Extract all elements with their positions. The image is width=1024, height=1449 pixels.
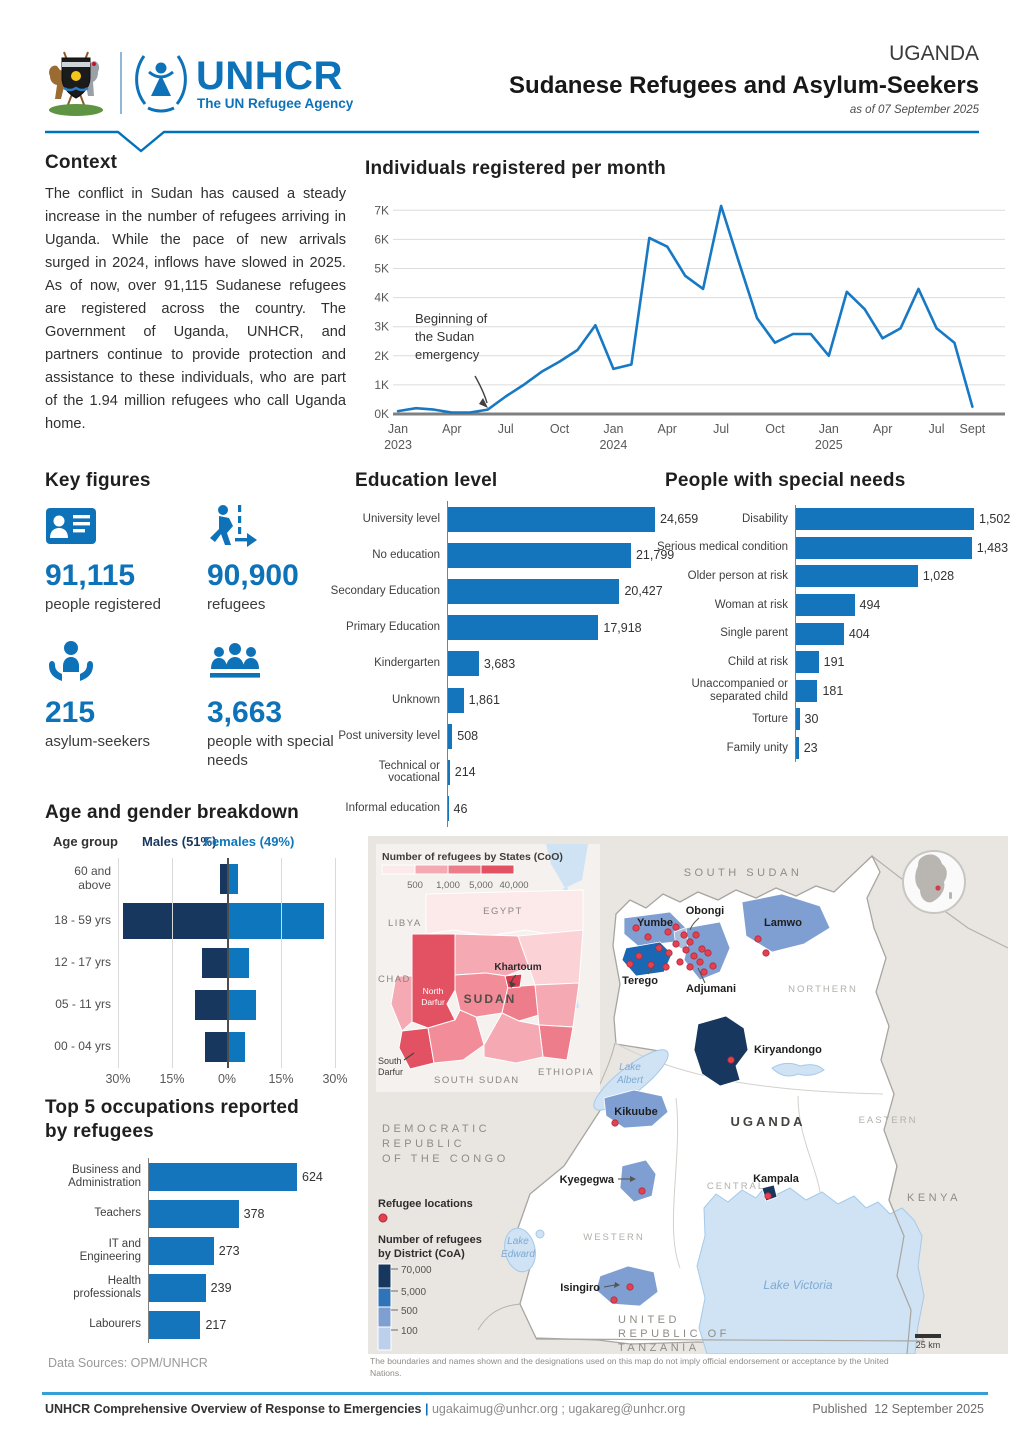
pyramid-axis-tick: 30% — [322, 1072, 348, 1086]
inset-label-egypt: EGYPT — [483, 906, 523, 917]
inset-label-chad: CHAD — [378, 974, 411, 985]
pyramid-axis — [45, 1070, 355, 1090]
special-needs-chart-title: People with special needs — [665, 470, 906, 491]
pyramid-male-bar — [195, 990, 227, 1020]
label-adjumani: Adjumani — [685, 983, 737, 995]
bar-row — [45, 1232, 375, 1269]
id-card-icon — [45, 535, 97, 552]
bar-category-label: University level — [362, 512, 440, 525]
pyramid-gridline — [335, 858, 336, 1068]
people-group-icon — [207, 672, 263, 689]
district-legend-tick-1: 70,000 — [401, 1265, 432, 1276]
label-kenya: KENYA — [907, 1192, 961, 1204]
map-scale-bar — [915, 1334, 941, 1338]
bar-value: 3,683 — [483, 656, 516, 671]
uganda-coat-of-arms — [42, 46, 110, 120]
x-axis-tick: Jan — [818, 422, 839, 436]
bar-track — [148, 1195, 375, 1232]
y-axis-tick: 5K — [374, 261, 389, 276]
x-axis-tick: Jul — [928, 422, 945, 436]
x-axis-tick: Jan — [603, 422, 624, 436]
bar-category-label: Serious medical condition — [656, 541, 788, 554]
inset-label-south-sudan: SOUTH SUDAN — [434, 1075, 520, 1086]
bar-row — [655, 619, 1020, 648]
key-figure-label: refugees — [207, 596, 266, 613]
pyramid-females-legend: Females (49%) — [204, 834, 295, 849]
bar — [149, 1163, 297, 1191]
pyramid-males-legend: Males (51%) — [142, 834, 217, 849]
bar-category-label: IT and Engineering — [79, 1237, 141, 1263]
refugee-location-legend-dot — [379, 1214, 387, 1222]
bar-value: 239 — [210, 1280, 232, 1295]
bar-value: 1,861 — [468, 693, 500, 708]
y-axis-tick: 2K — [374, 348, 389, 363]
pyramid-age-label: 60 and above — [74, 864, 111, 892]
bar-track — [795, 705, 1020, 734]
inset-legend-tick-1: 500 — [407, 880, 423, 891]
key-figure-value: 215 — [45, 695, 96, 729]
inset-label-north-darfur-2: Darfur — [421, 997, 445, 1007]
x-axis-tick: Jul — [713, 422, 730, 436]
label-lamwo: Lamwo — [764, 917, 802, 929]
hands-holding-person-icon — [45, 672, 97, 689]
bar-category-label: Unknown — [392, 693, 440, 706]
person-running-icon — [207, 535, 259, 552]
bar-row — [325, 501, 700, 537]
bar-row — [45, 1306, 375, 1343]
key-figures-heading: Key figures — [45, 470, 151, 491]
inset-label-khartoum: Khartoum — [494, 962, 542, 973]
label-yumbe: Yumbe — [636, 917, 674, 929]
pyramid-gridline — [281, 858, 282, 1068]
key-figure-value: 3,663 — [207, 695, 283, 729]
logo-tagline: The UN Refugee Agency — [197, 96, 354, 111]
bar-value: 494 — [859, 598, 881, 613]
bar-track — [795, 619, 1020, 648]
context-body: The conflict in Sudan has caused a steady increase in the number of refugees arriving in Uganda. While the pace of new arrivals surged in 2024, inflows have slowed in 2025. As of now, over 91,115 Sudanese refugees are registered across the country. The Government of Uganda, UNHCR, and partners continue to provide protection and assistance to these individuals, who are part of the 1.94 million refugees who call Uganda home. — [45, 186, 346, 433]
x-axis-tick: Oct — [765, 422, 785, 436]
bar-category-label: Unaccompanied or separated child — [691, 677, 788, 703]
map-footnote-line1: The boundaries and names shown and the designations used on this map do not imply official endorsement or acceptance by the United — [370, 1356, 889, 1366]
bar-value: 624 — [302, 1169, 323, 1184]
bar-category-label: Post university level — [338, 729, 440, 742]
district-legend-tick-3: 500 — [401, 1306, 418, 1317]
bar-value: 181 — [822, 683, 844, 698]
pyramid-female-bar — [227, 1032, 245, 1062]
inset-legend-tick-4: 40,000 — [499, 880, 529, 891]
bar-track — [795, 591, 1020, 620]
x-axis-tick: Apr — [872, 422, 893, 436]
bar — [448, 796, 449, 821]
inset-label-sudan: SUDAN — [463, 992, 517, 1006]
bar-row — [325, 610, 700, 646]
key-figure-value: 91,115 — [45, 559, 136, 592]
occupations-title: Top 5 occupations reported by refugees — [45, 1097, 299, 1142]
pyramid-axis-tick: 30% — [105, 1072, 131, 1086]
pyramid-row — [45, 858, 355, 900]
education-chart-title: Education level — [355, 470, 498, 491]
y-axis-tick: 4K — [374, 290, 389, 305]
x-axis-tick: Apr — [442, 422, 462, 436]
inset-label-libya: LIBYA — [388, 918, 422, 929]
label-lake-albert-2: Albert — [616, 1075, 644, 1086]
label-kampala: Kampala — [753, 1173, 799, 1185]
pyramid-row — [45, 900, 355, 942]
x-axis-year: 2025 — [814, 438, 843, 452]
bar-track — [148, 1232, 375, 1269]
pyramid-female-bar — [227, 948, 249, 978]
bar-track — [795, 648, 1020, 677]
pyramid-axis-tick: 15% — [268, 1072, 294, 1086]
pyramid-age-label: 00 - 04 yrs — [54, 1039, 111, 1054]
x-axis-tick: Jul — [497, 422, 514, 436]
y-axis-tick: 7K — [374, 203, 389, 218]
bar-value: 217 — [205, 1317, 227, 1332]
key-figure-label: asylum-seekers — [45, 732, 151, 750]
pyramid-female-bar — [227, 990, 256, 1020]
bar — [796, 708, 800, 730]
bar-value: 404 — [848, 626, 870, 641]
footer-published: Published 12 September 2025 — [812, 1402, 984, 1416]
header-rule — [0, 128, 1024, 154]
bar-track — [795, 534, 1020, 563]
label-lake-edward-1: Lake — [507, 1236, 529, 1247]
bar-category-label: Torture — [752, 713, 788, 726]
x-axis-year: 2024 — [599, 438, 628, 452]
district-legend-title-2: by District (CoA) — [378, 1248, 465, 1260]
bar-value: 23 — [803, 741, 818, 756]
pyramid-row — [45, 942, 355, 984]
pyramid-axis-tick: 0% — [217, 1072, 237, 1086]
bar-row — [325, 682, 700, 718]
pyramid-rows — [45, 858, 355, 1068]
bar-track — [795, 734, 1020, 763]
bar-category-label: No education — [372, 548, 440, 561]
bar-track — [795, 562, 1020, 591]
y-axis-tick: 0K — [374, 407, 389, 421]
bar-row — [655, 562, 1020, 591]
lake-kyoga — [772, 1063, 824, 1076]
district-legend-colorbar — [378, 1264, 391, 1350]
header-country: UGANDA — [889, 42, 979, 65]
label-northern: NORTHERN — [788, 984, 858, 995]
special-needs-bar-chart — [655, 505, 1020, 762]
bar-track — [148, 1158, 375, 1195]
pyramid-male-bar — [123, 903, 227, 939]
bar — [796, 680, 817, 702]
bar-row — [655, 734, 1020, 763]
footer-program: UNHCR Comprehensive Overview of Response to Emergencies — [45, 1402, 425, 1416]
bar — [448, 507, 655, 532]
africa-globe-inset — [903, 851, 965, 913]
page-title: Sudanese Refugees and Asylum-Seekers — [509, 72, 979, 99]
bar — [149, 1237, 214, 1265]
bar-value: 1,483 — [976, 540, 1009, 555]
pyramid-center-axis — [227, 858, 229, 1068]
bar-row — [325, 646, 700, 682]
bar-row — [45, 1195, 375, 1232]
bar-row — [325, 791, 700, 827]
pyramid-gridline — [172, 858, 173, 1068]
key-figure-asylum-seekers — [45, 639, 205, 771]
label-tanzania-line1: UNITED — [618, 1314, 680, 1326]
bar-value: 214 — [454, 765, 476, 780]
inset-label-south-darfur-2: Darfur — [378, 1067, 404, 1077]
district-legend-tick-2: 5,000 — [401, 1287, 427, 1298]
bar-category-label: Secondary Education — [330, 585, 440, 598]
bar-row — [45, 1269, 375, 1306]
bar — [448, 688, 464, 713]
bar — [149, 1200, 239, 1228]
globe-uganda-marker — [935, 885, 940, 890]
pyramid-male-bar — [202, 948, 227, 978]
label-south-sudan: SOUTH SUDAN — [683, 867, 803, 879]
bar-value: 20,427 — [624, 584, 663, 599]
key-figures-grid — [45, 504, 357, 770]
label-kikuube: Kikuube — [614, 1106, 658, 1118]
bar — [796, 537, 972, 559]
x-axis-tick: Oct — [549, 422, 570, 436]
annotation-text: the Sudan — [415, 329, 475, 344]
pyramid-row — [45, 984, 355, 1026]
bar-row — [45, 1158, 375, 1195]
education-bar-chart — [325, 501, 700, 827]
bar-row — [655, 534, 1020, 563]
bar-value: 273 — [218, 1243, 240, 1258]
pyramid-age-label: 05 - 11 yrs — [55, 997, 111, 1012]
label-kyegegwa: Kyegegwa — [559, 1174, 614, 1186]
pyramid-axis-tick: 15% — [159, 1072, 185, 1086]
context-heading: Context — [45, 152, 118, 173]
label-obongi: Obongi — [685, 905, 725, 917]
inset-legend-title: Number of refugees by States (CoO) — [382, 851, 563, 863]
label-drc-line3: OF THE CONGO — [382, 1153, 509, 1165]
label-central: CENTRAL — [706, 1181, 766, 1192]
age-gender-pyramid — [45, 832, 355, 1094]
label-tanzania-line3: TANZANIA — [618, 1342, 700, 1354]
registrations-line-series — [398, 206, 972, 413]
bar-category-label: Labourers — [89, 1318, 141, 1331]
unhcr-emblem-icon — [132, 50, 192, 116]
bar-category-label: Primary Education — [346, 621, 440, 634]
bar-value: 21,799 — [635, 548, 675, 563]
x-axis-tick: Jan — [387, 422, 409, 436]
bar-track — [148, 1306, 375, 1343]
sudan-inset-map — [376, 844, 600, 1092]
bar-value: 191 — [823, 655, 845, 670]
bar-row — [655, 648, 1020, 677]
label-uganda: UGANDA — [730, 1114, 806, 1129]
bar-category-label: Child at risk — [727, 655, 788, 668]
bar-row — [325, 718, 700, 754]
label-isingiro: Isingiro — [560, 1282, 600, 1294]
bar-row — [325, 573, 700, 609]
bar-row — [655, 505, 1020, 534]
inset-label-south-darfur-1: South — [378, 1056, 402, 1066]
key-figure-label: people registered — [45, 596, 161, 613]
label-tanzania-line2: REPUBLIC OF — [618, 1328, 730, 1340]
pyramid-row — [45, 1026, 355, 1068]
bar — [448, 615, 598, 640]
key-figure-label: people with special needs — [207, 732, 334, 769]
bar-category-label: Older person at risk — [687, 570, 788, 583]
x-axis-tick: Apr — [657, 422, 677, 436]
bar-category-label: Kindergarten — [374, 657, 440, 670]
occupations-bar-chart — [45, 1158, 375, 1343]
monthly-line-chart — [363, 192, 1011, 460]
bar-row — [655, 677, 1020, 706]
bar-track — [795, 677, 1020, 706]
bar-row — [655, 591, 1020, 620]
bar-category-label: Woman at risk — [714, 598, 788, 611]
map-footnote-line2: Nations. — [370, 1368, 402, 1379]
uganda-coat-of-arms-icon — [42, 46, 110, 120]
pyramid-gridline — [118, 858, 119, 1068]
bar-value: 17,918 — [603, 620, 642, 635]
bar — [149, 1311, 200, 1339]
label-eastern: EASTERN — [858, 1115, 918, 1126]
bar — [796, 737, 799, 759]
label-terego: Terego — [622, 975, 658, 987]
key-figure-people-registered — [45, 504, 205, 615]
map-scale-label: 25 km — [915, 1340, 941, 1350]
inset-label-north-darfur-1: North — [422, 986, 444, 996]
bar-category-label: Informal education — [345, 802, 440, 815]
bar-category-label: Family unity — [726, 741, 788, 754]
bar-value: 508 — [457, 729, 479, 744]
bar-category-label: Disability — [741, 512, 788, 525]
label-lake-edward-2: Edward — [501, 1249, 535, 1260]
y-axis-tick: 1K — [374, 377, 389, 392]
pyramid-female-bar — [227, 903, 324, 939]
inset-legend-tick-3: 5,000 — [469, 880, 493, 891]
bar — [149, 1274, 206, 1302]
bar — [796, 594, 855, 616]
logo-divider — [120, 52, 122, 114]
footer-info — [45, 1402, 765, 1416]
label-western: WESTERN — [583, 1232, 645, 1243]
bar-category-label: Technical or vocational — [378, 759, 440, 785]
monthly-chart-title: Individuals registered per month — [365, 158, 666, 179]
bar — [448, 579, 619, 604]
footer-rule — [42, 1392, 988, 1395]
bar — [796, 623, 844, 645]
footer-pipe: | — [424, 1402, 432, 1416]
bar — [448, 760, 450, 785]
label-lake-victoria: Lake Victoria — [763, 1278, 833, 1292]
bar-category-label: Business and Administration — [68, 1163, 141, 1189]
bar — [448, 724, 452, 749]
bar-value: 46 — [453, 801, 468, 816]
bar-value: 378 — [243, 1206, 265, 1221]
pyramid-age-group-label: Age group — [53, 834, 118, 849]
logo-wordmark: UNHCR — [196, 54, 343, 98]
map-footnote — [370, 1355, 980, 1380]
bar-value: 30 — [804, 712, 819, 727]
footer-contacts: ugakaimug@unhcr.org ; ugakareg@unhcr.org — [431, 1402, 686, 1416]
refugee-locations-legend-label: Refugee locations — [378, 1198, 473, 1210]
data-sources-note: Data Sources: OPM/UNHCR — [48, 1356, 208, 1370]
bar-value: 24,659 — [660, 512, 699, 527]
bar-row — [325, 537, 700, 573]
bar — [796, 508, 974, 530]
annotation-text: Beginning of — [415, 311, 488, 326]
inset-label-ethiopia: ETHIOPIA — [538, 1067, 595, 1078]
uganda-refugee-map — [368, 836, 1008, 1354]
bar — [448, 651, 479, 676]
bar-category-label: Teachers — [94, 1207, 141, 1220]
district-legend-title-1: Number of refugees — [378, 1234, 482, 1246]
pyramid-age-label: 12 - 17 yrs — [54, 955, 111, 970]
key-figure-value: 90,900 — [207, 559, 299, 592]
label-kiryandongo: Kiryandongo — [754, 1044, 822, 1056]
pyramid-age-label: 18 - 59 yrs — [54, 913, 111, 928]
y-axis-tick: 6K — [374, 232, 389, 247]
pyramid-male-bar — [205, 1032, 227, 1062]
annotation-arrow — [475, 376, 487, 403]
bar — [448, 543, 631, 568]
label-lake-albert-1: Lake — [619, 1062, 641, 1073]
age-gender-title: Age and gender breakdown — [45, 802, 299, 823]
label-drc-line2: REPUBLIC — [382, 1138, 466, 1150]
bar-track — [148, 1269, 375, 1306]
annotation-text: emergency — [415, 347, 480, 362]
bar — [796, 651, 819, 673]
label-drc-line1: DEMOCRATIC — [382, 1123, 491, 1135]
bar-category-label: Health professionals — [73, 1274, 141, 1300]
bar-value: 1,502 — [979, 512, 1011, 527]
pyramid-male-bar — [220, 864, 227, 894]
district-legend-tick-4: 100 — [401, 1326, 418, 1337]
bar-row — [655, 705, 1020, 734]
bar-value: 1,028 — [922, 569, 955, 584]
inset-legend-tick-2: 1,000 — [436, 880, 460, 891]
bar-category-label: Single parent — [720, 627, 788, 640]
y-axis-tick: 3K — [374, 319, 389, 334]
bar — [796, 565, 918, 587]
bar-track — [447, 791, 700, 827]
bar-track — [795, 505, 1020, 534]
x-axis-tick: Sept — [959, 422, 986, 436]
bar-row — [325, 754, 700, 790]
header-date-note: as of 07 September 2025 — [849, 104, 979, 116]
x-axis-year: 2023 — [384, 438, 412, 452]
